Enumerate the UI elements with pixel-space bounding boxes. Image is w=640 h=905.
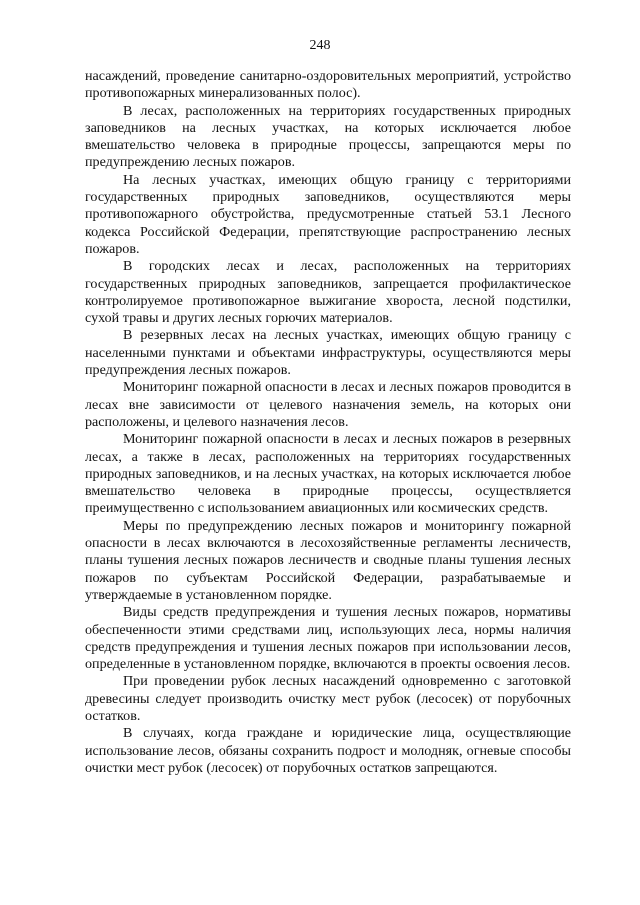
paragraph: Меры по предупреждению лесных пожаров и мониторингу пожарной опасности в лесах включаются в лесохозяйственные регламенты лесничеств, планы тушения лесных пожаров лесничеств и сводные планы тушения лесных пожаров по субъектам Российской Федерации, разрабатываемые и утверждаемые в установленном порядке.: [85, 517, 571, 603]
paragraph: Виды средств предупреждения и тушения лесных пожаров, нормативы обеспеченности этими средствами лиц, использующих леса, нормы наличия средств предупреждения и тушения лесных пожаров при использовании лесов, определенные в установленном порядке, включаются в проекты освоения лесов.: [85, 604, 571, 673]
paragraph: Мониторинг пожарной опасности в лесах и лесных пожаров в резервных лесах, а также в лесах, расположенных на территориях государственных природных заповедников, и на лесных участках, на которых исключается любое вмешательство человека в природные процессы, осуществляется преимущественно с использованием авиационных или космических средств.: [85, 431, 571, 517]
paragraph: В городских лесах и лесах, расположенных на территориях государственных природных заповедников, запрещается профилактическое контролируемое противопожарное выжигание хвороста, лесной подстилки, сухой травы и других лесных горючих материалов.: [85, 258, 571, 327]
page-number: 248: [309, 38, 331, 53]
paragraph: В резервных лесах на лесных участках, имеющих общую границу с населенными пунктами и объектами инфраструктуры, осуществляются меры предупреждения лесных пожаров.: [85, 327, 571, 379]
paragraph: На лесных участках, имеющих общую границу с территориями государственных природных заповедников, осуществляются меры противопожарного обустройства, предусмотренные статьей 53.1 Лесного кодекса Российской Федерации, препятствующие распространению лесных пожаров.: [85, 171, 571, 257]
paragraph: Мониторинг пожарной опасности в лесах и лесных пожаров проводится в лесах вне зависимости от целевого назначения земель, на которых они расположены, и целевого назначения лесов.: [85, 379, 571, 430]
document-body: [85, 68, 571, 777]
paragraph: При проведении рубок лесных насаждений одновременно с заготовкой древесины следует производить очистку мест рубок (лесосек) от порубочных остатков.: [85, 673, 571, 724]
paragraph: В лесах, расположенных на территориях государственных природных заповедников на лесных участках, на которых исключается любое вмешательство человека в природные процессы, запрещаются меры по предупреждению лесных пожаров.: [85, 102, 571, 171]
paragraph-continuation: насаждений, проведение санитарно-оздоровительных мероприятий, устройство противопожарных минерализованных полос).: [85, 68, 571, 102]
paragraph: В случаях, когда граждане и юридические лица, осуществляющие использование лесов, обязаны сохранить подрост и молодняк, огневые способы очистки мест рубок (лесосек) от порубочных остатков запрещаются.: [85, 725, 571, 776]
